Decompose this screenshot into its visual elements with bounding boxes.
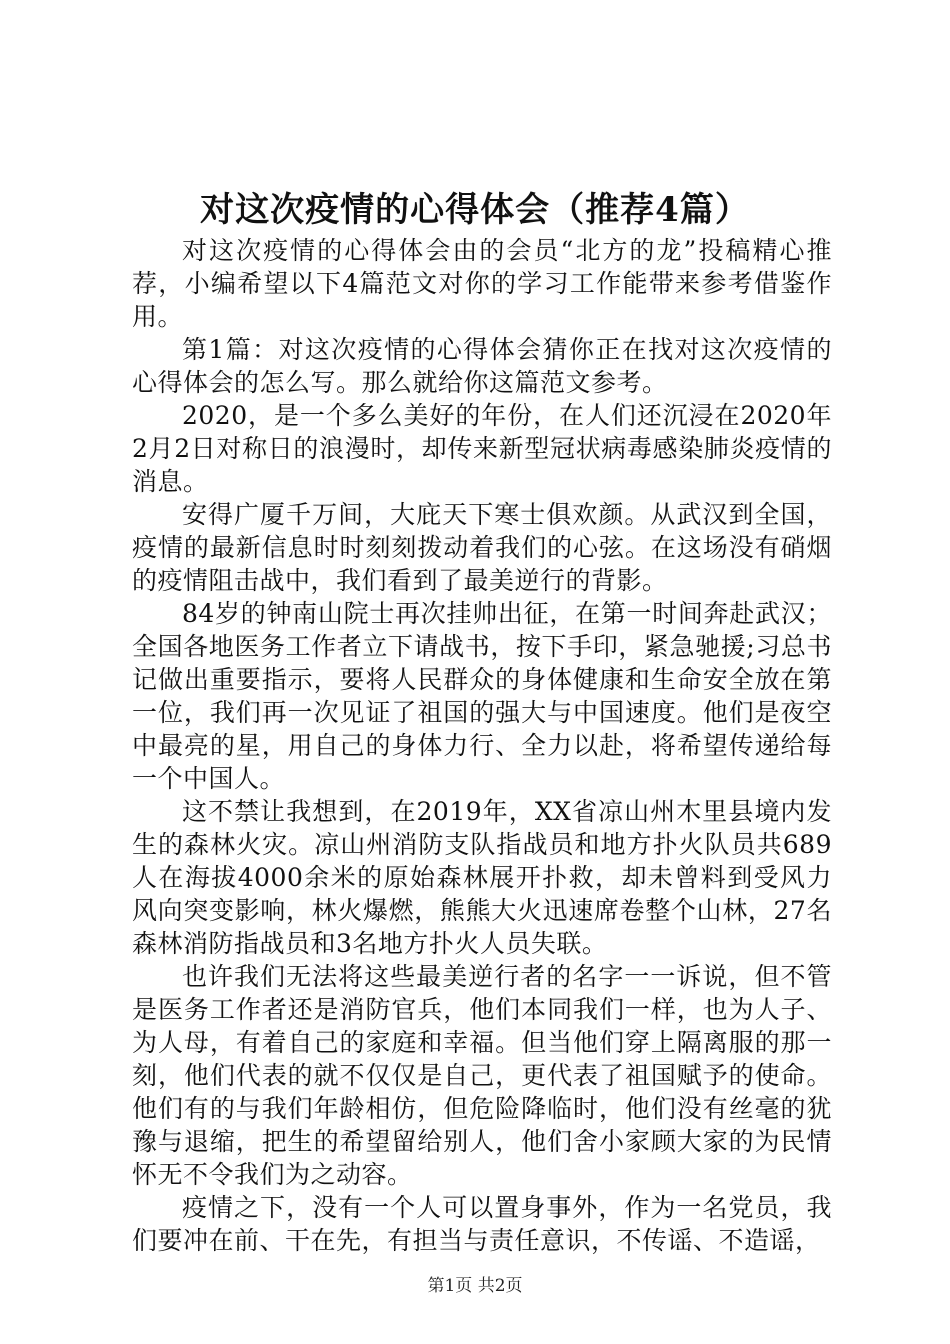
paragraph: 84岁的钟南山院士再次挂帅出征，在第一时间奔赴武汉；全国各地医务工作者立下请战书，按下手印，紧急驰援;习总书记做出重要指示，要将人民群众的身体健康和生命安全放在第一位，我们再一次见证了祖国的强大与中国速度。他们是夜空中最亮的星，用自己的身体力行、全力以赴，将希望传递给每一个中国人。 — [132, 599, 832, 793]
paragraph-intro: 对这次疫情的心得体会由的会员“北方的龙”投稿精心推荐，小编希望以下4篇范文对你的学习工作能带来参考借鉴作用。 — [132, 236, 832, 331]
document-body — [132, 234, 832, 1257]
paragraph: 疫情之下，没有一个人可以置身事外，作为一名党员，我们要冲在前、干在先，有担当与责任意识，不传谣、不造谣， — [132, 1193, 832, 1255]
document-title: 对这次疫情的心得体会（推荐4篇） — [200, 190, 750, 230]
paragraph: 这不禁让我想到，在2019年，XX省凉山州木里县境内发生的森林火灾。凉山州消防支队指战员和地方扑火队员共689人在海拔4000余米的原始森林展开扑救，却未曾料到受风力风向突变影响，林火爆燃，熊熊大火迅速席卷整个山林，27名森林消防指战员和3名地方扑火人员失联。 — [132, 797, 832, 958]
paragraph: 2020，是一个多么美好的年份，在人们还沉浸在2020年2月2日对称日的浪漫时，却传来新型冠状病毒感染肺炎疫情的消息。 — [132, 401, 832, 496]
page-footer: 第1页 共2页 — [427, 1276, 523, 1296]
paragraph-part-1-heading: 第1篇：对这次疫情的心得体会猜你正在找对这次疫情的心得体会的怎么写。那么就给你这篇范文参考。 — [132, 335, 832, 397]
paragraph: 安得广厦千万间，大庇天下寒士俱欢颜。从武汉到全国，疫情的最新信息时时刻刻拨动着我们的心弦。在这场没有硝烟的疫情阻击战中，我们看到了最美逆行的背影。 — [132, 500, 832, 595]
paragraph: 也许我们无法将这些最美逆行者的名字一一诉说，但不管是医务工作者还是消防官兵，他们本同我们一样，也为人子、为人母，有着自己的家庭和幸福。但当他们穿上隔离服的那一刻，他们代表的就不仅仅是自己，更代表了祖国赋予的使命。他们有的与我们年龄相仿，但危险降临时，他们没有丝毫的犹豫与退缩，把生的希望留给别人，他们舍小家顾大家的为民情怀无不令我们为之动容。 — [132, 962, 832, 1189]
